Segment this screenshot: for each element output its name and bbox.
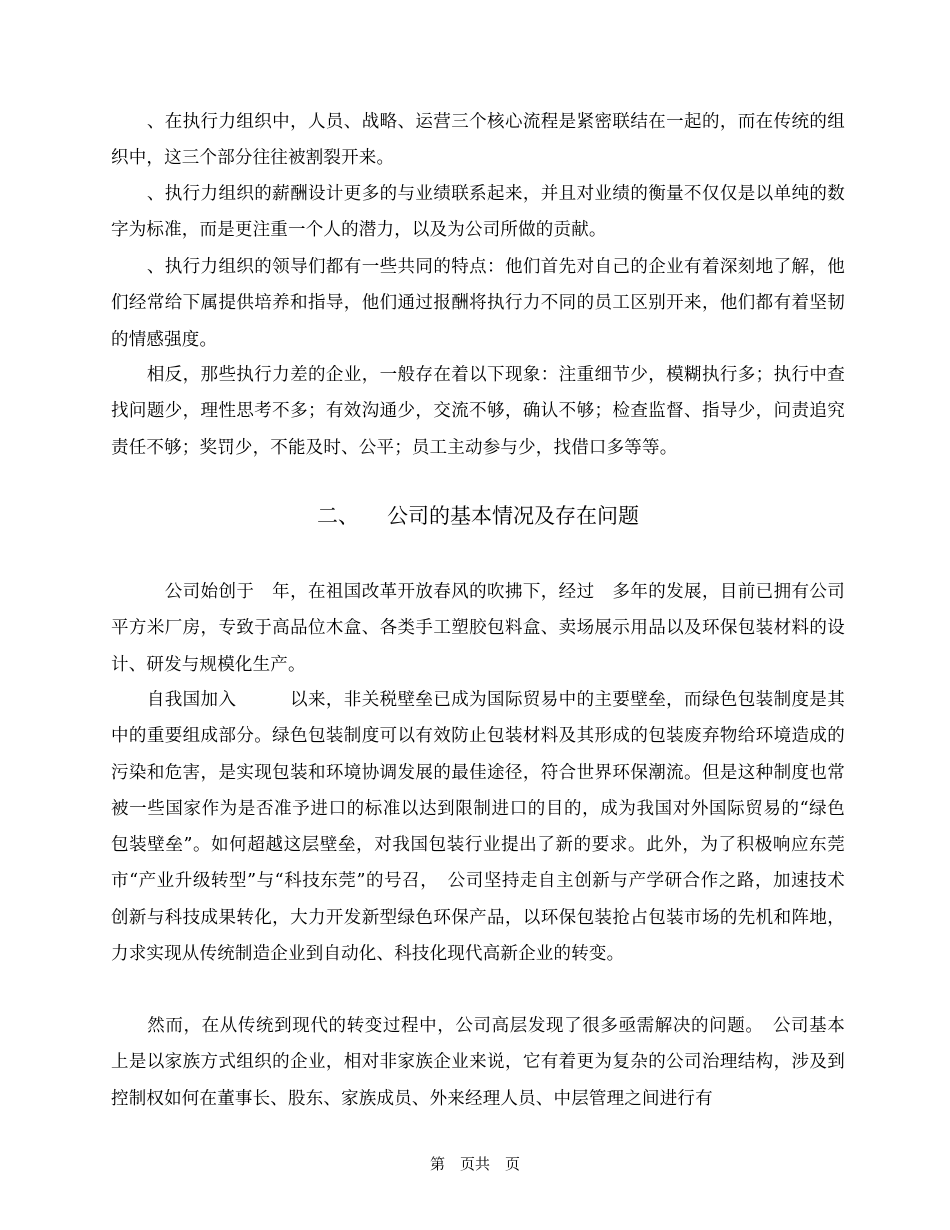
section-heading-number: 二、 bbox=[317, 504, 359, 528]
paragraph-3: 、执行力组织的领导们都有一些共同的特点：他们首先对自己的企业有着深刻地了解，他们经常给下属提供培养和指导，他们通过报酬将执行力不同的员工区别开来，他们都有着坚韧的情感强度。 bbox=[111, 257, 845, 350]
section-heading-title: 公司的基本情况及存在问题 bbox=[387, 504, 639, 528]
paragraph-4: 相反，那些执行力差的企业，一般存在着以下现象：注重细节少，模糊执行多；执行中查找问题少，理性思考不多；有效沟通少，交流不够，确认不够；检查监督、指导少，问责追究责任不够；奖罚少，不能及时、公平；员工主动参与少，找借口多等等。 bbox=[111, 365, 845, 458]
paragraph-6: 自我国加入 以来，非关税壁垒已成为国际贸易中的主要壁垒，而绿色包装制度是其中的重要组成部分。绿色包装制度可以有效防止包装材料及其形成的包装废弃物给环境造成的污染和危害，是实现包装和环境协调发展的最佳途径，符合世界环保潮流。但是这种制度也常被一些国家作为是否准予进口的标准以达到限制进口的目的，成为我国对外国际贸易的“绿色包装壁垒”。如何超越这层壁垒，对我国包装行业提出了新的要求。此外，为了积极响应东莞市“产业升级转型”与“科技东莞”的号召， 公司坚持走自主创新与产学研合作之路，加速技术创新与科技成果转化，大力开发新型绿色环保产品，以环保包装抢占包装市场的先机和阵地，力求实现从传统制造企业到自动化、科技化现代高新企业的转变。 bbox=[111, 690, 845, 965]
paragraph-5: 公司始创于 年，在祖国改革开放春风的吹拂下，经过 多年的发展，目前已拥有公司平方米厂房，专致于高品位木盒、各类手工塑胶包料盒、卖场展示用品以及环保包装材料的设计、研发与规模化生产。 bbox=[111, 582, 845, 675]
paragraph-7: 然而，在从传统到现代的转变过程中，公司高层发现了很多亟需解决的问题。 公司基本上是以家族方式组织的企业，相对非家族企业来说，它有着更为复杂的公司治理结构，涉及到控制权如何在董事长、股东、家族成员、外来经理人员、中层管理之间进行有 bbox=[111, 1016, 845, 1109]
paragraph-1: 、在执行力组织中，人员、战略、运营三个核心流程是紧密联结在一起的，而在传统的组织中，这三个部分往往被割裂开来。 bbox=[111, 112, 845, 169]
page-footer: 第 页共 页 bbox=[429, 1155, 520, 1173]
section-heading bbox=[111, 498, 845, 534]
paragraph-2: 、执行力组织的薪酬设计更多的与业绩联系起来，并且对业绩的衡量不仅仅是以单纯的数字为标准，而是更注重一个人的潜力，以及为公司所做的贡献。 bbox=[111, 184, 845, 241]
